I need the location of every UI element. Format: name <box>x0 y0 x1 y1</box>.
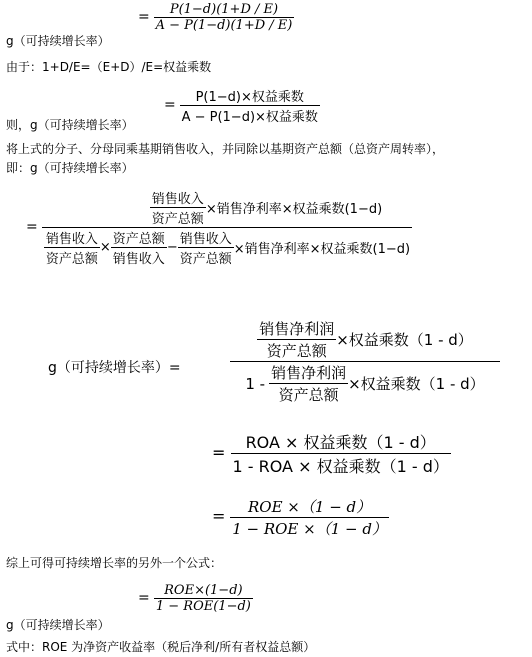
formula-1-numerator: P(1−d)(1+D / E) <box>169 2 279 17</box>
formula-3 <box>26 188 412 267</box>
equals-sign: = <box>164 97 176 113</box>
total-assets: 资产总额 <box>266 342 327 360</box>
one-minus: 1 - <box>245 374 266 393</box>
formula-5 <box>212 430 451 477</box>
g-label-1: g（可持续增长率） <box>6 34 110 48</box>
total-assets: 资产总额 <box>151 212 204 227</box>
total-assets: 资产总额 <box>45 252 98 267</box>
formula-7-numerator: ROE×(1−d) <box>164 583 243 598</box>
equals-sign: = <box>138 9 150 25</box>
sales-revenue: 销售收入 <box>112 252 165 267</box>
formula-7 <box>138 583 253 614</box>
sales-revenue: 销售收入 <box>179 232 232 247</box>
numerator-rest: ×权益乘数（1 - d） <box>336 331 473 349</box>
formula-7-denominator: 1 − ROE(1−d) <box>155 599 251 614</box>
total-assets: 资产总额 <box>278 386 339 404</box>
g-label-2: g（可持续增长率）= <box>48 360 181 376</box>
formula-6-denominator: 1 − ROE ×（1 − d） <box>232 520 387 538</box>
minus-sign: − <box>166 240 178 255</box>
formula-6-numerator: ROE ×（1 − d） <box>248 498 372 516</box>
formula-6 <box>212 496 389 539</box>
formula-2-denominator: A − P(1−d)×权益乘数 <box>181 110 318 125</box>
g-label-3: g（可持续增长率） <box>6 618 110 632</box>
explain-line-2: 即：g（可持续增长率） <box>6 161 134 175</box>
formula-4-denominator <box>243 362 486 405</box>
formula-4-numerator <box>255 318 475 361</box>
formula-1 <box>138 2 294 33</box>
denominator-rest: ×销售净利率×权益乘数(1−d) <box>233 242 411 257</box>
denominator-rest: ×权益乘数（1 - d） <box>348 375 485 393</box>
equals-sign: = <box>26 219 38 235</box>
formula-1-denominator: A − P(1−d)(1+D / E) <box>155 18 293 33</box>
formula-4 <box>230 318 500 405</box>
since-line: 由于：1+D/E=（E+D）/E=权益乘数 <box>6 60 212 74</box>
formula-3-numerator <box>70 188 384 227</box>
then-line: 则，g（可持续增长率） <box>6 118 134 132</box>
conclusion-line: 综上可得可持续增长率的另外一个公式： <box>6 556 223 570</box>
net-profit: 销售净利润 <box>259 320 335 338</box>
total-assets: 资产总额 <box>112 232 165 247</box>
formula-5-denominator: 1 - ROA × 权益乘数（1 - d） <box>232 457 449 476</box>
equals-sign: = <box>138 590 150 606</box>
sales-revenue: 销售收入 <box>151 192 204 207</box>
footnote: 式中：ROE 为净资产收益率（税后净利/所有者权益总额） <box>6 640 316 654</box>
explain-line-1: 将上式的分子、分母同乘基期销售收入，并同除以基期资产总额（总资产周转率）， <box>6 142 445 156</box>
total-assets: 资产总额 <box>179 252 232 267</box>
formula-5-numerator: ROA × 权益乘数（1 - d） <box>245 433 436 452</box>
times-sign: × <box>99 240 111 255</box>
formula-2 <box>164 86 320 125</box>
numerator-rest: ×销售净利率×权益乘数(1−d) <box>205 202 383 217</box>
equals-sign: = <box>212 506 226 526</box>
sales-revenue: 销售收入 <box>45 232 98 247</box>
net-profit: 销售净利润 <box>271 364 347 382</box>
formula-3-denominator <box>42 228 412 267</box>
equals-sign: = <box>212 443 226 462</box>
formula-2-numerator: P(1−d)×权益乘数 <box>195 90 304 105</box>
